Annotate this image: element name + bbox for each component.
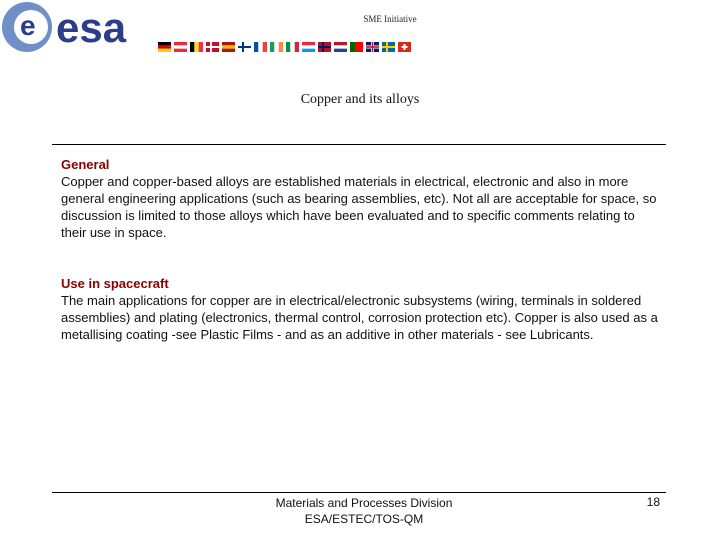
initiative-label: SME Initiative — [363, 14, 417, 24]
member-state-flags — [158, 42, 411, 52]
bottom-divider — [52, 492, 666, 493]
austria-flag — [174, 42, 187, 52]
belgium-flag — [190, 42, 203, 52]
section-use-in-spacecraft — [61, 275, 661, 343]
norway-flag — [318, 42, 331, 52]
esa-logo — [0, 0, 160, 60]
portugal-flag — [350, 42, 363, 52]
section-body: The main applications for copper are in electrical/electronic subsystems (wiring, terminals in soldered assemblies) and plating (electronics, thermal control, corrosion protection etc). Copper is also used as a metallising coating -see Plastic Films - and as an additive in other materials - see Lubricants. — [61, 293, 658, 342]
section-general — [61, 156, 661, 241]
netherlands-flag — [334, 42, 347, 52]
sweden-flag — [382, 42, 395, 52]
logo-e-glyph: e — [20, 10, 36, 41]
denmark-flag — [206, 42, 219, 52]
ireland-flag — [270, 42, 283, 52]
page-number: 18 — [646, 495, 660, 509]
top-divider — [52, 144, 666, 145]
section-heading: Use in spacecraft — [61, 276, 169, 291]
section-heading: General — [61, 157, 110, 172]
footer-division: Materials and Processes Division — [275, 496, 453, 510]
italy-flag — [286, 42, 299, 52]
footer — [252, 495, 476, 527]
finland-flag — [238, 42, 251, 52]
france-flag — [254, 42, 267, 52]
section-body: Copper and copper-based alloys are established materials in electrical, electronic and also in more general engineering applications (such as bearing assemblies, etc). Not all are acceptable for space, so discussion is limited to those alloys which have been evaluated and to specific comments relating to their use in space. — [61, 174, 657, 240]
footer-department: ESA/ESTEC/TOS-QM — [304, 512, 424, 526]
switzerland-flag — [398, 42, 411, 52]
slide-title: Copper and its alloys — [300, 92, 420, 107]
uk-flag — [366, 42, 379, 52]
logo-wordmark: esa — [56, 4, 127, 51]
spain-flag — [222, 42, 235, 52]
luxembourg-flag — [302, 42, 315, 52]
germany-flag — [158, 42, 171, 52]
